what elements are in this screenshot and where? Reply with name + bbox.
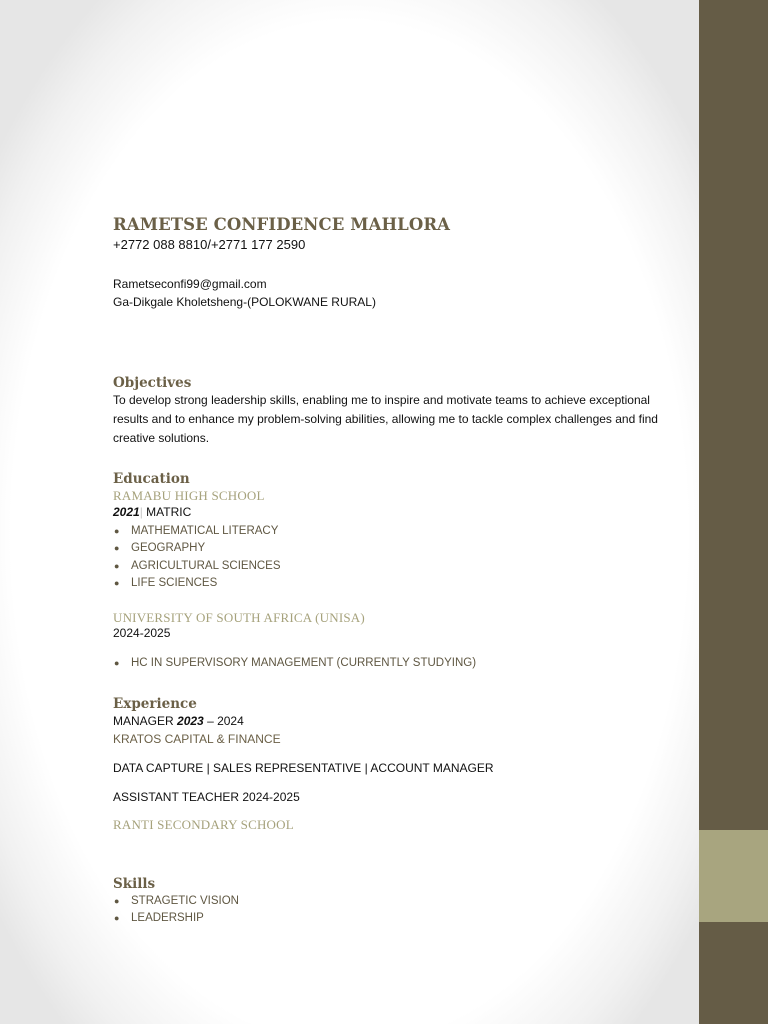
job2-company: RANTI SECONDARY SCHOOL — [113, 817, 294, 832]
job-title: MANAGER — [113, 714, 174, 728]
sidebar-accent-block — [699, 830, 768, 922]
skill-label: STRAGETIC VISION — [131, 895, 239, 907]
objectives-text: To develop strong leadership skills, enabling me to inspire and motivate teams to achieve exceptional results and to enhance my problem-solving abilities, allowing me to tackle complex challenges and find creative solutions. — [113, 393, 658, 445]
bullet-icon: ● — [114, 577, 120, 588]
list-item — [113, 558, 281, 575]
list-item — [113, 655, 476, 672]
bullet-icon: ● — [114, 543, 120, 554]
phone-numbers: +2772 088 8810/+2771 177 2590 — [113, 237, 306, 252]
subject-label: GEOGRAPHY — [131, 542, 206, 555]
education-heading: Education — [113, 471, 190, 487]
subject-label: LIFE SCIENCES — [131, 576, 218, 589]
school-name: RAMABU HIGH SCHOOL — [113, 488, 265, 503]
courses-list — [113, 655, 476, 672]
job-roles: DATA CAPTURE | SALES REPRESENTATIVE | ACCOUNT MANAGER — [113, 761, 494, 775]
experience-heading: Experience — [113, 696, 197, 712]
subject-label: AGRICULTURAL SCIENCES — [131, 559, 281, 572]
list-item — [113, 910, 239, 927]
objectives-heading: Objectives — [113, 375, 192, 391]
course-label: HC IN SUPERVISORY MANAGEMENT (CURRENTLY STUDYING) — [131, 657, 477, 669]
job-start-year: 2023 — [177, 714, 204, 728]
matric-line — [113, 505, 191, 519]
bullet-icon: ● — [114, 896, 120, 906]
matric-year: 2021 — [113, 505, 140, 519]
skill-label: LEADERSHIP — [131, 912, 204, 925]
list-item — [113, 575, 281, 592]
subject-label: MATHEMATICAL LITERACY — [131, 525, 279, 537]
list-item — [113, 540, 281, 557]
email-address: Rametseconfi99@gmail.com — [113, 277, 267, 291]
home-address: Ga-Dikgale Kholetsheng-(POLOKWANE RURAL) — [113, 295, 376, 309]
matric-qualification: MATRIC — [146, 505, 192, 519]
job-title-line — [113, 714, 244, 728]
job2-title-line: ASSISTANT TEACHER 2024-2025 — [113, 790, 300, 804]
university-years: 2024-2025 — [113, 626, 171, 640]
list-item — [113, 523, 281, 540]
subjects-list — [113, 523, 281, 592]
university-name: UNIVERSITY OF SOUTH AFRICA (UNISA) — [113, 610, 365, 625]
skills-list — [113, 893, 239, 928]
bullet-icon: ● — [114, 526, 120, 536]
bullet-icon: ● — [114, 658, 120, 668]
list-item — [113, 893, 239, 910]
job-company: KRATOS CAPITAL & FINANCE — [113, 732, 281, 746]
skills-heading: Skills — [113, 876, 156, 892]
matric-separator: | — [139, 505, 143, 519]
bullet-icon: ● — [114, 560, 120, 571]
candidate-name: RAMETSE CONFIDENCE MAHLORA — [113, 215, 451, 234]
bullet-icon: ● — [114, 913, 120, 924]
job-end-range: – 2024 — [207, 714, 244, 728]
